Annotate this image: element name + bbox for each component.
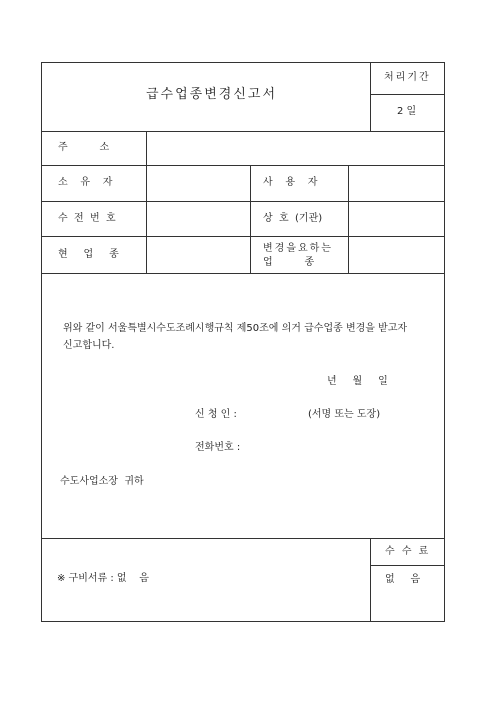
fee-value: 없 음 — [385, 574, 421, 585]
row-line-3 — [41, 236, 445, 237]
row-line-2 — [41, 201, 445, 202]
processing-label: 처리기간 — [384, 72, 431, 83]
fee-divider — [370, 565, 445, 566]
processing-value: 2 일 — [397, 106, 417, 117]
phone-label: 전화번호 : — [195, 442, 241, 453]
mid-col-line-left — [250, 165, 251, 273]
row-line-1 — [41, 165, 445, 166]
current-type-label: 현 업 종 — [58, 249, 119, 260]
mid-col-line-right — [348, 165, 349, 273]
row-line-4 — [41, 273, 445, 274]
trade-name-label: 상 호 (기관) — [263, 213, 323, 224]
date-line: 년 월 일 — [327, 376, 388, 387]
address-label: 주 소 — [58, 142, 110, 153]
processing-left-line — [370, 62, 371, 131]
fee-left-line — [370, 538, 371, 622]
meter-no-label: 수 전 번 호 — [58, 213, 116, 224]
label-col-line — [146, 131, 147, 273]
documents-note: ※ 구비서류 : 없 음 — [57, 573, 149, 584]
statement-line-1: 위와 같이 서울특별시수도조례시행규칙 제50조에 의거 급수업종 변경을 받고자 — [63, 323, 408, 334]
title-bottom-line — [41, 131, 445, 132]
change-type-label-1: 변경을요하는 — [263, 243, 333, 254]
signature-hint: (서명 또는 도장) — [308, 409, 381, 420]
addressee: 수도사업소장 귀하 — [60, 476, 144, 487]
form-title: 급수업종변경신고서 — [146, 87, 278, 102]
change-type-label-2: 업 종 — [263, 257, 315, 268]
owner-label: 소 유 자 — [58, 177, 113, 188]
fee-label: 수 수 료 — [385, 546, 431, 557]
statement-line-2: 신고합니다. — [63, 340, 115, 351]
applicant-label: 신 청 인 : — [195, 409, 237, 420]
processing-divider — [370, 94, 445, 95]
footer-top-line — [41, 538, 445, 539]
user-label: 사 용 자 — [263, 177, 318, 188]
